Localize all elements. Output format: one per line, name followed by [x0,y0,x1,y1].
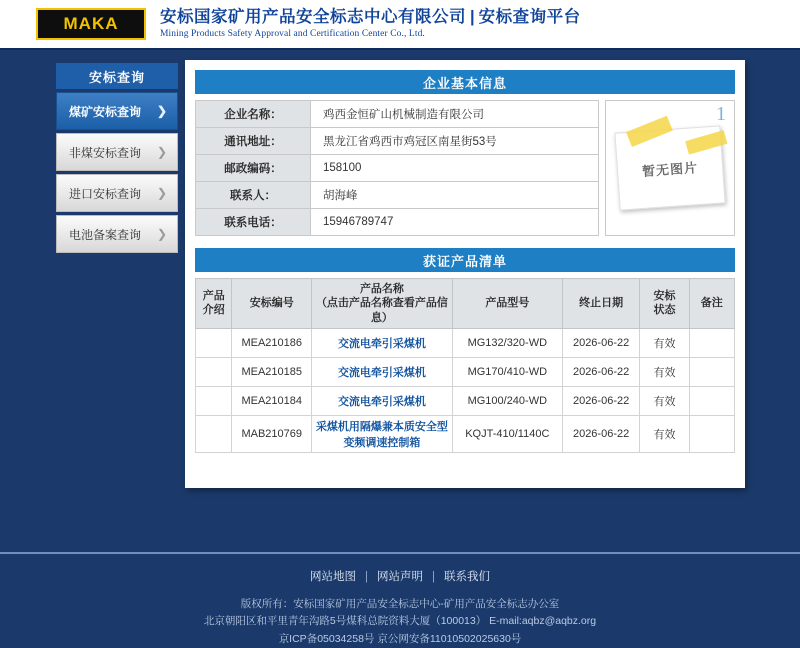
sidebar [56,63,178,253]
company-name-value: 鸡西金恒矿山机械制造有限公司 [311,101,599,128]
cell-model: KQJT-410/1140C [452,415,562,452]
header-title-row [160,7,581,28]
col-header-status-line1: 安标 [653,290,676,303]
cell-end-date: 2026-06-22 [562,386,640,415]
footer-link-sitemap[interactable]: 网站地图 [310,571,356,583]
company-postcode-label: 邮政编码： [196,155,311,182]
col-header-intro [196,279,232,329]
cell-status: 有效 [640,415,689,452]
chevron-right-icon: ❯ [156,227,167,241]
cell-note [689,386,734,415]
sidebar-item-label: 非煤安标查询 [69,145,142,160]
cell-product-name[interactable]: 交流电牵引采煤机 [311,328,452,357]
cell-model: MG132/320-WD [452,328,562,357]
header-title-block [160,7,581,41]
col-header-end-date: 终止日期 [562,279,640,329]
table-row [196,101,599,128]
table-row [196,415,735,452]
company-contact-value: 胡海峰 [311,182,599,209]
footer-address-line: 北京朝阳区和平里青年沟路5号煤科总院资料大厦（100013） E-mail:aqbz@aqbz.org [203,615,597,628]
footer-text-block [0,596,800,648]
table-header-row [196,279,735,329]
table-row [196,357,735,386]
tape-icon [685,130,727,154]
product-list-header: 获证产品清单 [195,248,735,272]
sidebar-header: 安标查询 [56,63,178,89]
cell-number: MEA210185 [232,357,312,386]
company-contact-label: 联系人： [196,182,311,209]
cell-status: 有效 [640,328,689,357]
col-header-name-line1: 产品名称 [359,283,404,295]
tape-icon [626,116,673,147]
cell-number: MEA210184 [232,386,312,415]
footer-copyright-line: 版权所有：安标国家矿用产品安全标志中心-矿用产品安全标志办公室 [240,598,560,610]
footer-separator: | [365,571,368,583]
company-postcode-value: 158100 [311,155,599,182]
col-header-intro-line1: 产品 [202,290,225,303]
cell-product-name[interactable]: 交流电牵引采煤机 [311,386,452,415]
photo-placeholder-label: 暂无图片 [641,159,699,179]
company-info-header: 企业基本信息 [195,70,735,94]
cell-product-name[interactable]: 交流电牵引采煤机 [311,357,452,386]
cell-note [689,415,734,452]
footer-link-statement[interactable]: 网站声明 [377,571,423,583]
company-address-label: 通讯地址： [196,128,311,155]
cell-intro[interactable] [196,357,232,386]
product-list-block [195,248,735,453]
cell-note [689,328,734,357]
company-phone-label: 联系电话： [196,209,311,236]
table-row [196,155,599,182]
cell-intro[interactable] [196,415,232,452]
table-row [196,209,599,236]
footer-separator: | [432,571,435,583]
maka-logo [36,8,146,40]
footer-icp-line: 京ICP备05034258号 京公网安备11010502025630号 [278,632,522,645]
company-name-label: 企业名称： [196,101,311,128]
product-table [195,278,735,453]
cell-number: MEA210186 [232,328,312,357]
col-header-model: 产品型号 [452,279,562,329]
main-panel [185,60,745,488]
chevron-right-icon: ❯ [156,186,167,200]
sidebar-item-import-query[interactable] [56,174,178,212]
cell-status: 有效 [640,386,689,415]
photo-number: 1 [716,103,726,125]
header-title-en: Mining Products Safety Approval and Certification Center Co., Ltd. [160,28,425,39]
col-header-status [640,279,689,329]
col-header-number: 安标编号 [232,279,312,329]
footer-nav [0,568,800,584]
company-info-table [195,100,599,236]
cell-product-name[interactable]: 采煤机用隔爆兼本质安全型变频调速控制箱 [311,415,452,452]
header-title-platform: 安标查询平台 [478,8,581,27]
cell-number: MAB210769 [232,415,312,452]
chevron-right-icon: ❯ [156,145,167,159]
col-header-note: 备注 [689,279,734,329]
company-info-body [195,100,735,236]
logo-text: MAKA [63,14,119,33]
col-header-status-line2: 状态 [653,304,676,317]
col-header-intro-line2: 介绍 [202,304,225,317]
footer-link-contact[interactable]: 联系我们 [444,571,490,583]
cell-model: MG100/240-WD [452,386,562,415]
sidebar-item-label: 电池备案查询 [69,227,142,242]
sidebar-item-non-coal-query[interactable] [56,133,178,171]
cell-note [689,357,734,386]
table-row [196,182,599,209]
col-header-name-line2: （点击产品名称查看产品信息） [315,297,448,324]
cell-model: MG170/410-WD [452,357,562,386]
cell-intro[interactable] [196,386,232,415]
header-title-cn: 安标国家矿用产品安全标志中心有限公司 [160,8,466,27]
company-photo-box [605,100,735,236]
sidebar-item-label: 进口安标查询 [69,186,142,201]
table-row [196,386,735,415]
sidebar-item-label: 煤矿安标查询 [69,104,142,119]
header-title-divider: | [470,8,475,27]
site-footer [0,552,800,646]
sidebar-item-coal-mine-query[interactable] [56,92,178,130]
cell-status: 有效 [640,357,689,386]
col-header-name [311,279,452,329]
company-phone-value: 15946789747 [311,209,599,236]
cell-end-date: 2026-06-22 [562,328,640,357]
site-header [0,0,800,50]
content-area [0,50,800,544]
cell-intro[interactable] [196,328,232,357]
table-row [196,128,599,155]
table-row [196,328,735,357]
photo-placeholder [615,125,726,210]
chevron-right-icon: ❯ [156,104,167,118]
cell-end-date: 2026-06-22 [562,357,640,386]
company-address-value: 黑龙江省鸡西市鸡冠区南星街53号 [311,128,599,155]
cell-end-date: 2026-06-22 [562,415,640,452]
company-info-block [195,70,735,236]
sidebar-item-battery-record-query[interactable] [56,215,178,253]
